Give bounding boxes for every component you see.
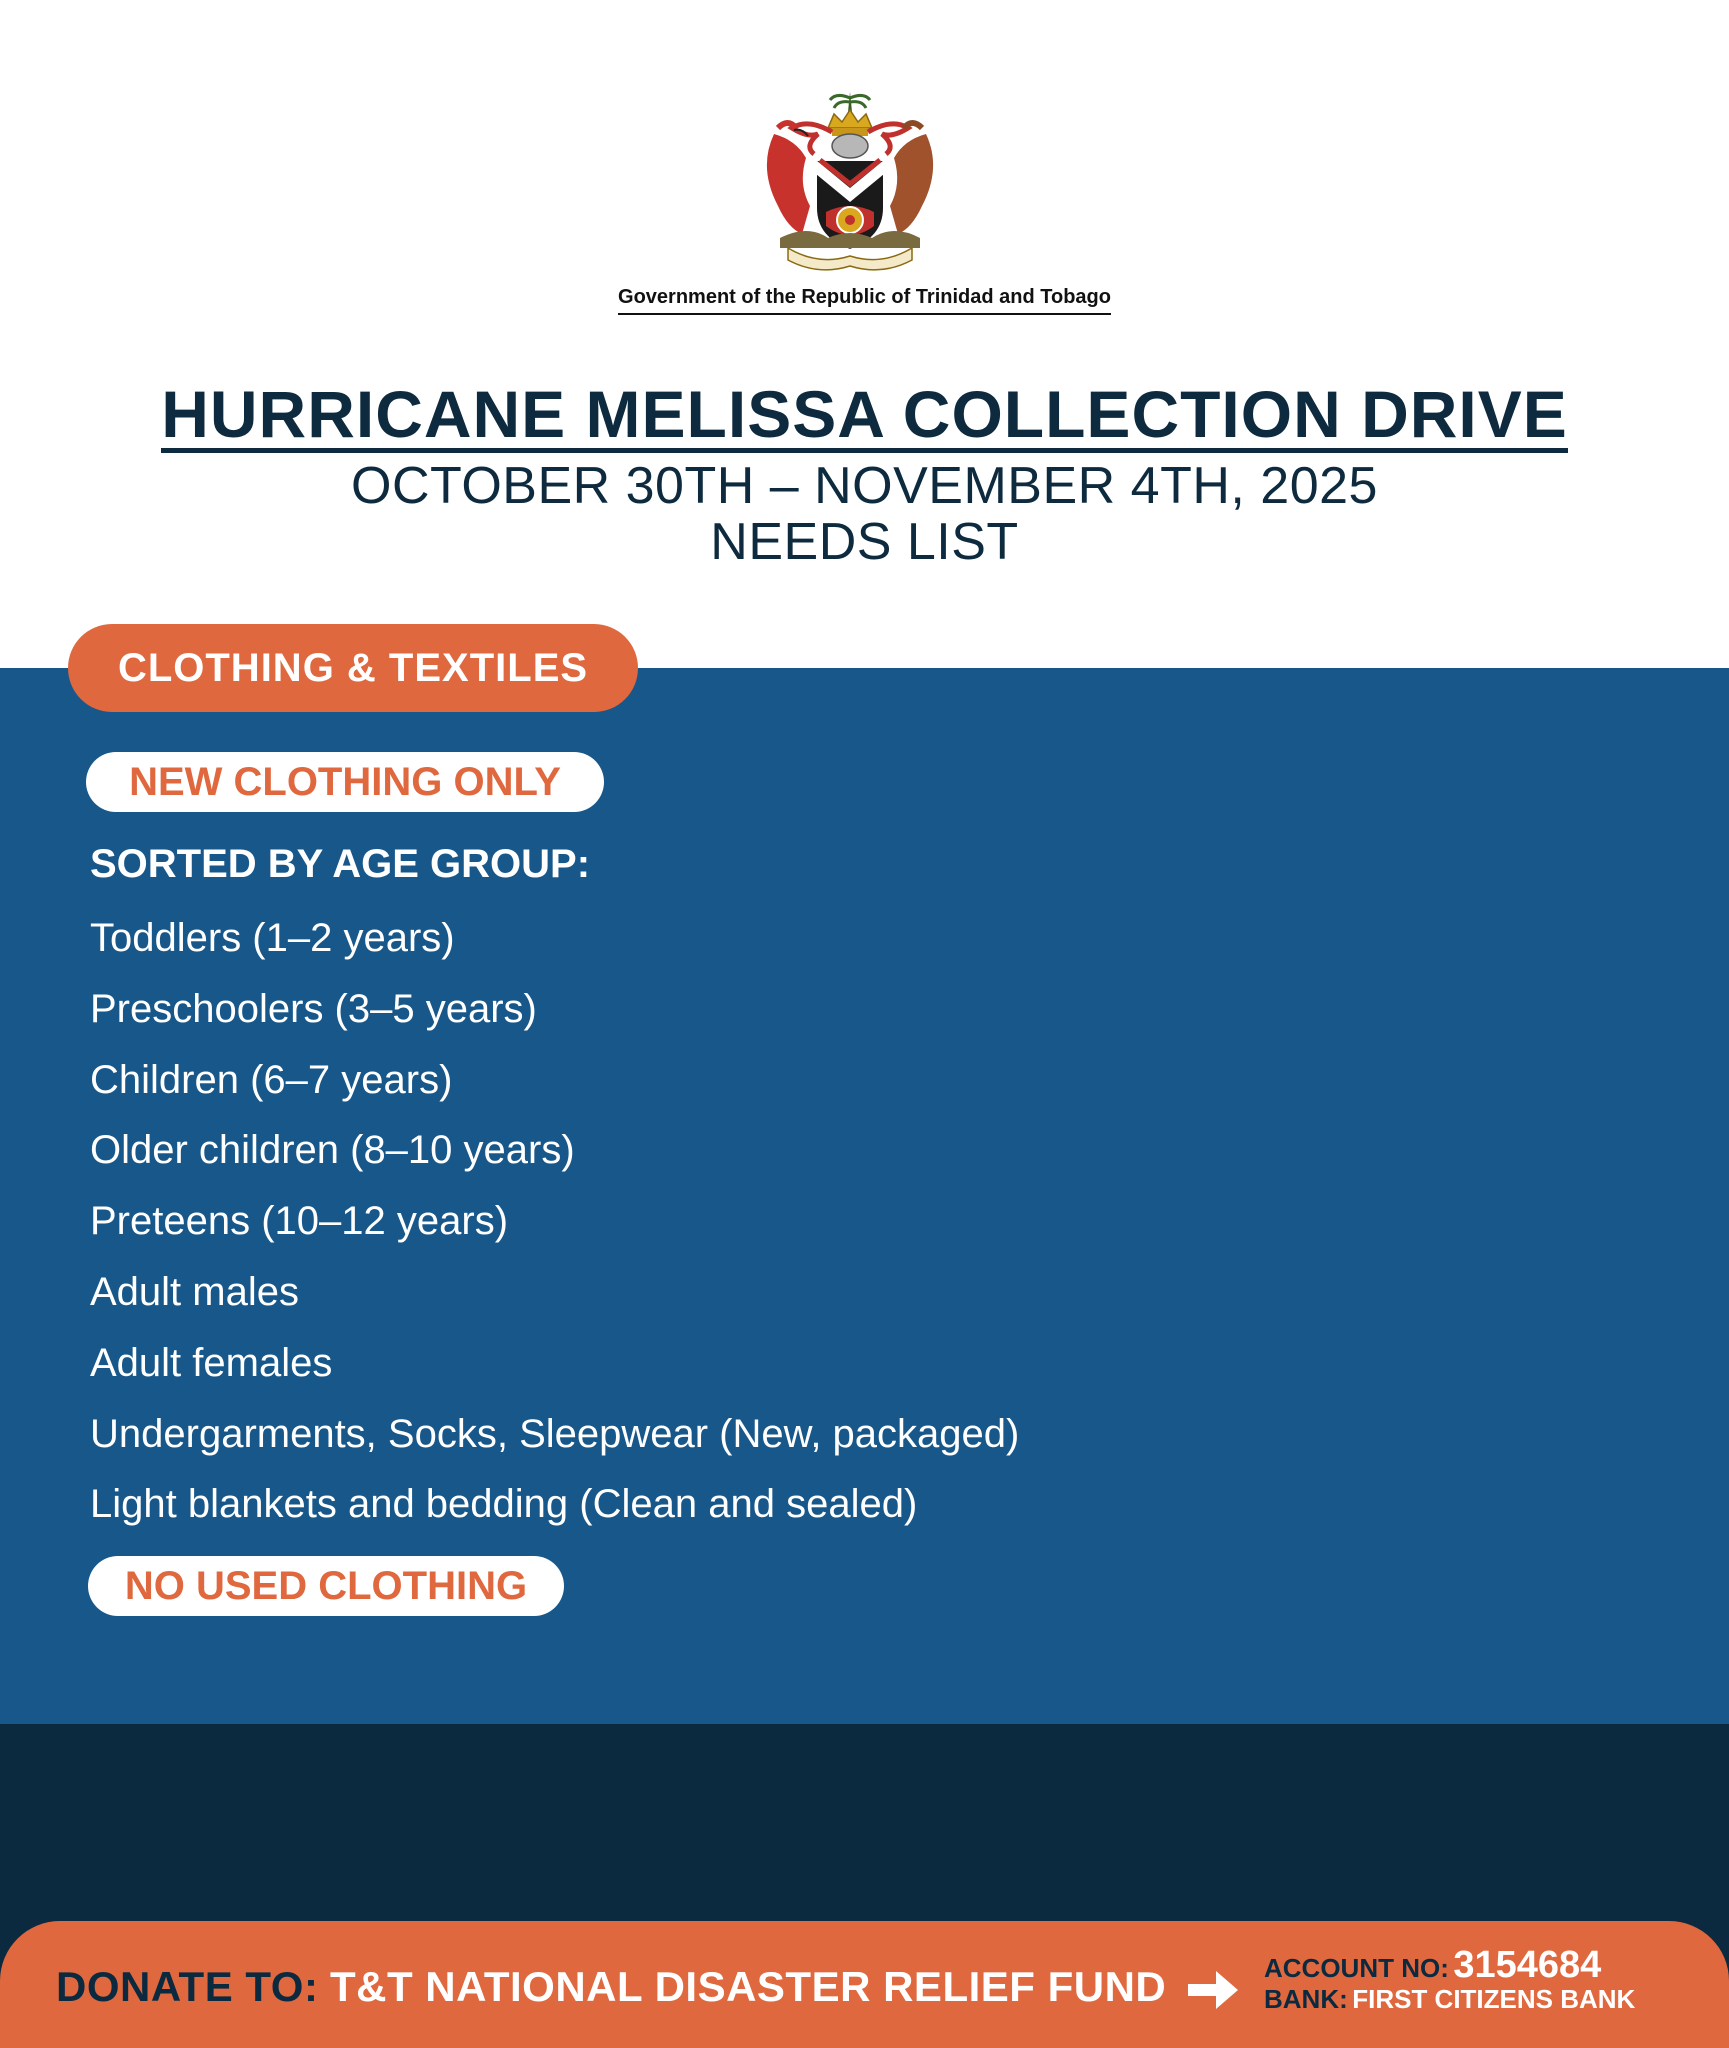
page-title-text: HURRICANE MELISSA COLLECTION DRIVE: [161, 381, 1568, 453]
fund-name: T&T NATIONAL DISASTER RELIEF FUND: [330, 1963, 1167, 2010]
government-caption: [0, 286, 1729, 315]
list-item: Undergarments, Socks, Sleepwear (New, packaged): [90, 1411, 1020, 1456]
list-item: Older children (8–10 years): [90, 1128, 575, 1173]
account-number: 3154684: [1453, 1944, 1602, 1986]
list-item: Toddlers (1–2 years): [90, 916, 455, 960]
date-range: OCTOBER 30TH – NOVEMBER 4TH, 2025: [351, 457, 1378, 515]
government-text: Government of the Republic of Trinidad and Tobago: [618, 286, 1111, 315]
category-badge: CLOTHING & TEXTILES: [68, 624, 638, 712]
sorted-heading: SORTED BY AGE GROUP:: [90, 842, 591, 886]
account-label: ACCOUNT NO:: [1264, 1953, 1449, 1983]
bank-line: [1264, 1984, 1635, 2015]
no-used-clothing-badge: NO USED CLOTHING: [88, 1556, 564, 1616]
coat-of-arms-icon: [748, 88, 952, 278]
donate-label: DONATE TO:: [56, 1963, 319, 2010]
list-item: Preschoolers (3–5 years): [90, 986, 537, 1031]
list-item: Children (6–7 years): [90, 1057, 453, 1102]
subtitle: NEEDS LIST: [710, 513, 1019, 571]
new-clothing-badge: NEW CLOTHING ONLY: [86, 752, 604, 812]
page-title: [0, 376, 1729, 453]
bank-label: BANK:: [1264, 1984, 1348, 2014]
arrow-right-icon: [1186, 1968, 1240, 2012]
list-item: Preteens (10–12 years): [90, 1199, 509, 1244]
list-item: Adult males: [90, 1269, 299, 1314]
list-item: Light blankets and bedding (Clean and sealed): [90, 1482, 918, 1527]
list-item: Adult females: [90, 1340, 333, 1385]
bank-name: FIRST CITIZENS BANK: [1352, 1984, 1636, 2014]
needs-list: [90, 912, 1019, 1549]
account-line: [1264, 1944, 1601, 1987]
